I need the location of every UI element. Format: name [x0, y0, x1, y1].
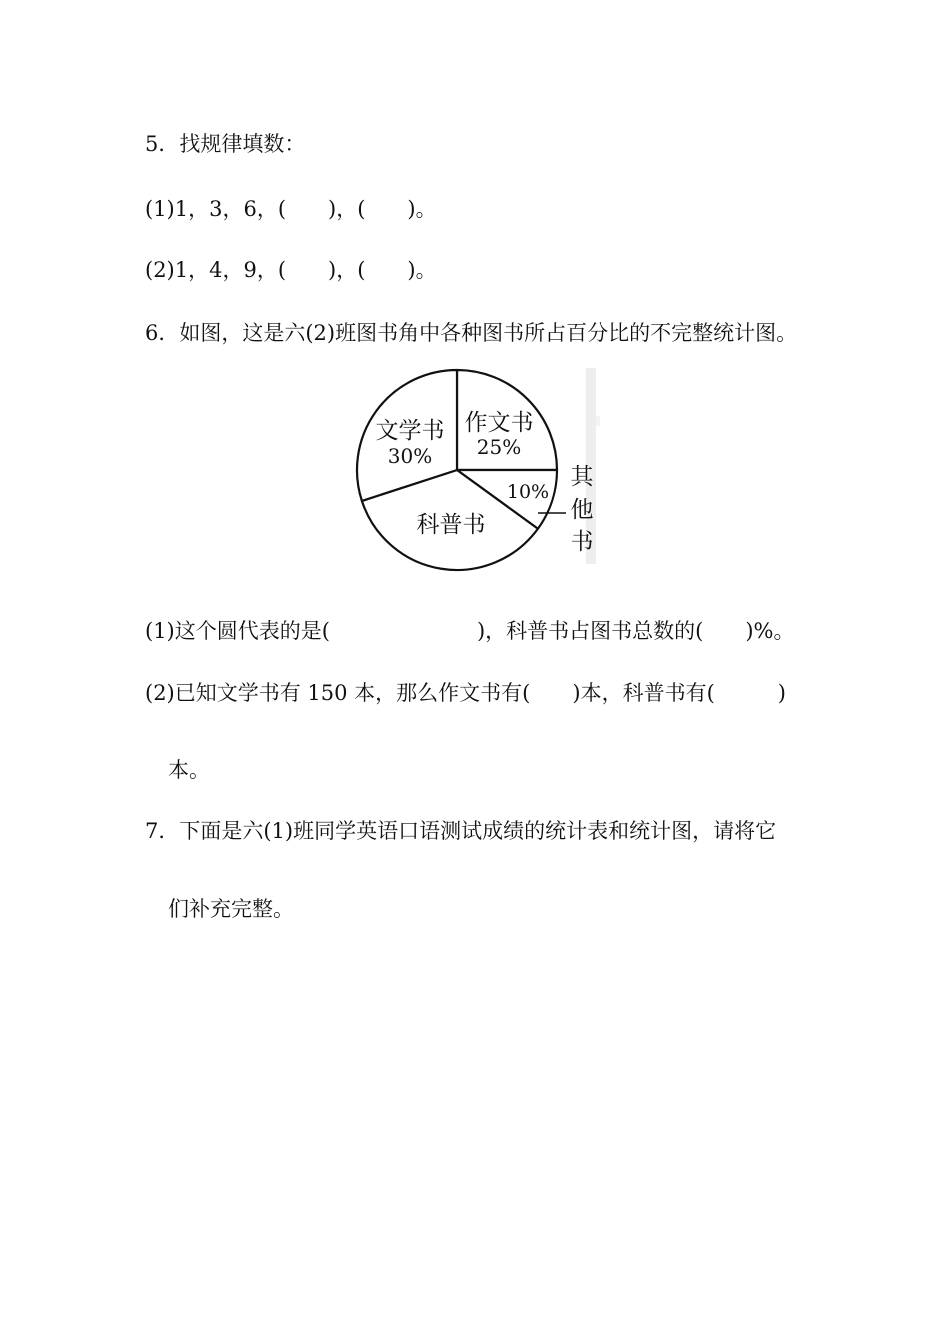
other-label-char-3: 书 [570, 529, 594, 555]
q7-title: 7．下面是六(1)班同学英语口语测试成绩的统计表和统计图，请将它 [145, 819, 777, 843]
pie-chart-svg [350, 366, 610, 582]
q5-item-1: (1)1，3，6，( )，( )。 [145, 197, 437, 221]
q5-title: 5．找规律填数： [145, 132, 306, 156]
q6-title: 6．如图，这是六(2)班图书角中各种图书所占百分比的不完整统计图。 [145, 321, 798, 345]
other-label-char-2: 他 [570, 497, 594, 523]
slice-value-essay: 25% [476, 435, 522, 459]
other-label-char-1: 其 [570, 464, 594, 490]
slice-label-essay: 作文书 [464, 410, 534, 436]
slice-label-literature: 文学书 [375, 418, 445, 444]
slice-value-other: 10% [506, 481, 550, 503]
slice-label-science: 科普书 [416, 512, 486, 538]
q5-item-2: (2)1，4，9，( )，( )。 [145, 258, 437, 282]
q7-title-cont: 们补充完整。 [168, 897, 294, 921]
q6-item-2-cont: 本。 [168, 758, 210, 782]
slice-value-literature: 30% [387, 444, 433, 468]
scan-mark [596, 416, 600, 426]
q6-item-2: (2)已知文学书有 150 本，那么作文书有( )本，科普书有( ) [145, 681, 786, 705]
q6-item-1: (1)这个圆代表的是( )，科普书占图书总数的( )%。 [145, 619, 795, 643]
pie-slices [357, 370, 557, 570]
pie-chart [350, 366, 610, 582]
